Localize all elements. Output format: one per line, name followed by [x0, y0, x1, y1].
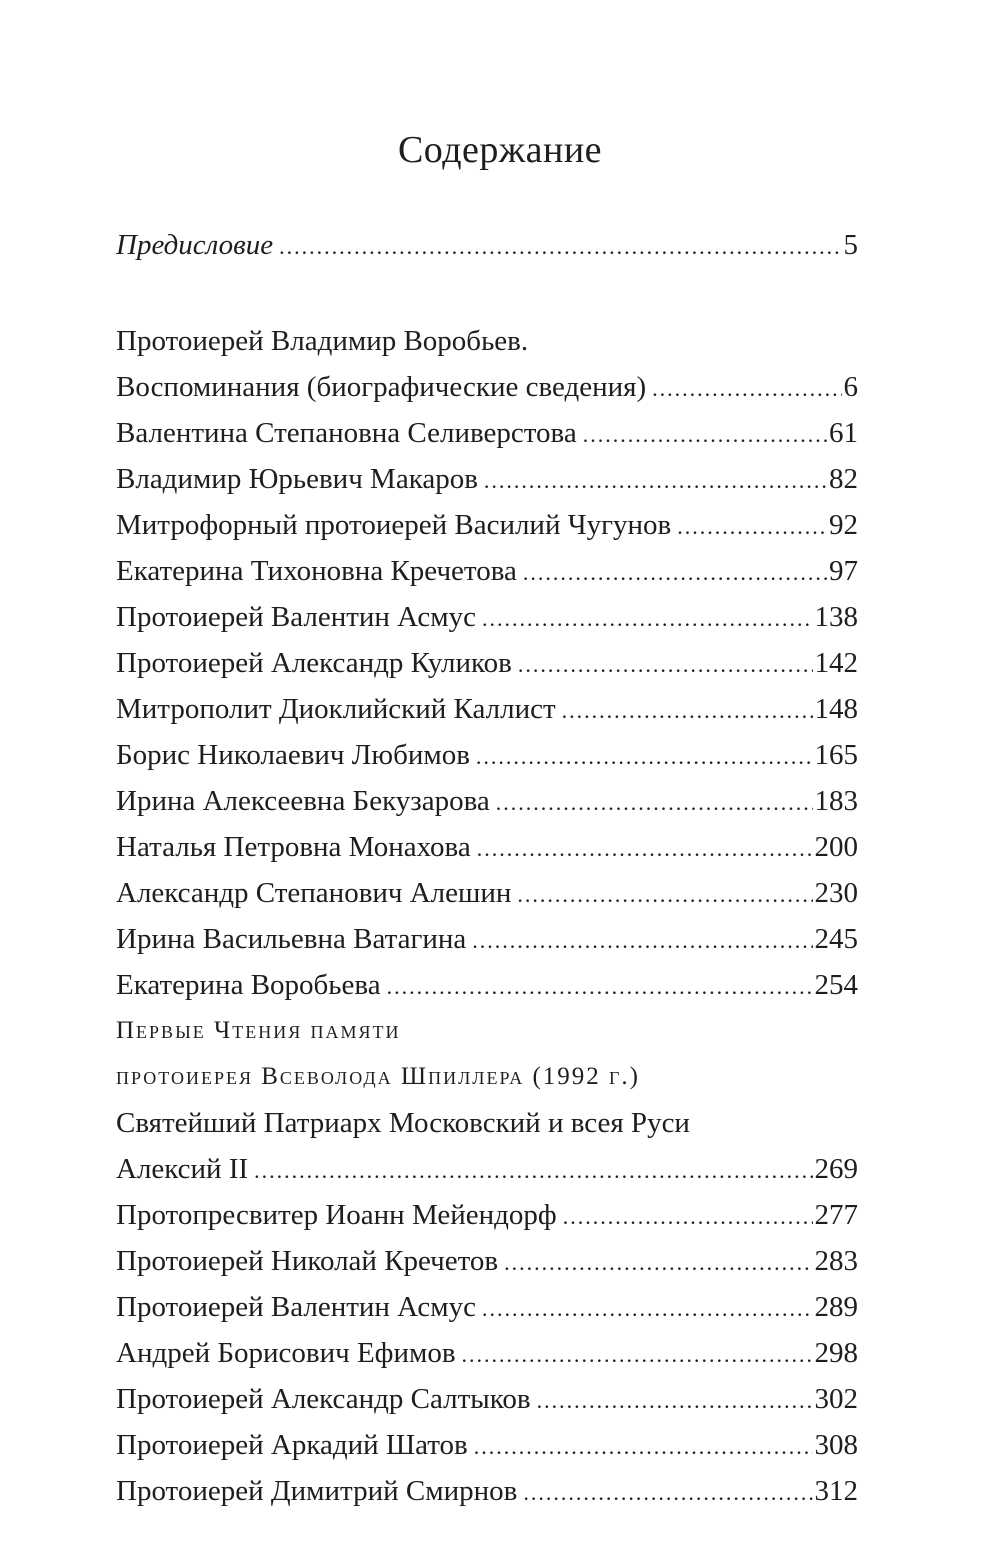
toc-entry	[116, 916, 858, 962]
dot-leader	[254, 1148, 812, 1194]
toc-entry-label: Протоиерей Димитрий Смирнов	[116, 1475, 518, 1507]
toc-entry-page: 97	[829, 555, 858, 587]
toc-list-part1	[116, 410, 858, 1008]
toc-entry-first-line: Святейший Патриарх Московский и всея Руси	[116, 1107, 690, 1139]
toc-entry	[116, 686, 858, 732]
toc-entry	[116, 594, 858, 640]
toc-entry	[116, 870, 858, 916]
toc-entry	[116, 548, 858, 594]
toc-entry-page: 302	[814, 1383, 858, 1415]
toc-entry	[116, 1468, 858, 1514]
toc-entry-page: 269	[814, 1153, 858, 1185]
toc-entry	[116, 1330, 858, 1376]
dot-leader	[562, 688, 813, 734]
toc-entry-page: 289	[814, 1291, 858, 1323]
dot-leader	[537, 1378, 813, 1424]
toc-entry-label: Андрей Борисович Ефимов	[116, 1337, 456, 1369]
toc-entry-label: Алексий II	[116, 1153, 249, 1185]
spacer	[116, 268, 858, 318]
toc-entry	[116, 1422, 858, 1468]
toc-entry-page: 138	[814, 601, 858, 633]
toc-entry-page: 142	[814, 647, 858, 679]
toc-entry-page: 245	[814, 923, 858, 955]
toc-entry-page: 200	[814, 831, 858, 863]
toc-entry	[116, 1146, 858, 1192]
toc-entry-page: 183	[814, 785, 858, 817]
dot-leader	[583, 412, 827, 458]
toc-entry-label: Наталья Петровна Монахова	[116, 831, 471, 863]
toc-entry-label: Протоиерей Александр Салтыков	[116, 1383, 531, 1415]
toc-entry-label: Ирина Васильевна Ватагина	[116, 923, 467, 955]
dot-leader	[504, 1240, 812, 1286]
toc-entry-label: Протоиерей Аркадий Шатов	[116, 1429, 468, 1461]
dot-leader	[677, 504, 827, 550]
toc-entry-label: Митрополит Диоклийский Каллист	[116, 693, 556, 725]
toc-entry-label: Екатерина Воробьева	[116, 969, 381, 1001]
toc-entry	[116, 778, 858, 824]
toc-entry	[116, 1238, 858, 1284]
toc-entry-page: 308	[814, 1429, 858, 1461]
table-of-contents	[116, 222, 858, 1514]
section-heading-line2: протоиерея Всеволода Шпиллера (1992 г.)	[116, 1063, 641, 1090]
toc-entry-page: 82	[829, 463, 858, 495]
toc-entry-label: Митрофорный протоиерей Василий Чугунов	[116, 509, 672, 541]
dot-leader	[477, 826, 813, 872]
toc-entry	[116, 1376, 858, 1422]
toc-entry	[116, 962, 858, 1008]
dot-leader	[472, 918, 812, 964]
toc-entry	[116, 1192, 858, 1238]
toc-entry-page: 92	[829, 509, 858, 541]
toc-entry-page: 277	[814, 1199, 858, 1231]
section-heading-line1: Первые Чтения памяти	[116, 1017, 401, 1044]
dot-leader	[279, 224, 841, 270]
toc-entry-label: Валентина Степановна Селиверстова	[116, 417, 577, 449]
toc-entry-page: 148	[814, 693, 858, 725]
toc-entry-label: Екатерина Тихоновна Кречетова	[116, 555, 517, 587]
toc-entry	[116, 824, 858, 870]
dot-leader	[482, 596, 813, 642]
toc-entry	[116, 456, 858, 502]
toc-entry-label: Протопресвитер Иоанн Мейендорф	[116, 1199, 557, 1231]
dot-leader	[387, 964, 813, 1010]
toc-entry-page: 6	[843, 371, 858, 403]
dot-leader	[523, 550, 827, 596]
toc-entry	[116, 364, 858, 410]
toc-entry	[116, 640, 858, 686]
toc-entry-page: 61	[829, 417, 858, 449]
toc-entry-page: 283	[814, 1245, 858, 1277]
toc-entry-preface	[116, 222, 858, 268]
toc-entry-label: Протоиерей Александр Куликов	[116, 647, 512, 679]
toc-entry-label: Александр Степанович Алешин	[116, 877, 512, 909]
toc-list-part2	[116, 1192, 858, 1514]
dot-leader	[476, 734, 813, 780]
dot-leader	[496, 780, 813, 826]
page-title: Содержание	[397, 129, 603, 171]
dot-leader	[482, 1286, 813, 1332]
toc-entry-label: Протоиерей Николай Кречетов	[116, 1245, 499, 1277]
toc-entry-page: 312	[814, 1475, 858, 1507]
toc-entry-page: 5	[843, 229, 858, 261]
toc-entry-label: Владимир Юрьевич Макаров	[116, 463, 478, 495]
toc-entry-label: Протоиерей Валентин Асмус	[116, 601, 476, 633]
dot-leader	[652, 366, 841, 412]
toc-entry-label: Предисловие	[116, 229, 274, 261]
toc-entry	[116, 502, 858, 548]
toc-entry-label: Ирина Алексеевна Бекузарова	[116, 785, 490, 817]
toc-entry-label: Борис Николаевич Любимов	[116, 739, 470, 771]
dot-leader	[474, 1424, 813, 1470]
dot-leader	[462, 1332, 813, 1378]
dot-leader	[523, 1470, 812, 1516]
toc-entry-label: Воспоминания (биографические сведения)	[116, 371, 647, 403]
toc-entry-first-line: Протоиерей Владимир Воробьев.	[116, 325, 529, 357]
toc-entry	[116, 1284, 858, 1330]
toc-entry-page: 165	[814, 739, 858, 771]
dot-leader	[518, 642, 813, 688]
toc-entry	[116, 410, 858, 456]
toc-entry	[116, 732, 858, 778]
dot-leader	[517, 872, 812, 918]
dot-leader	[484, 458, 827, 504]
dot-leader	[563, 1194, 813, 1240]
toc-entry-page: 298	[814, 1337, 858, 1369]
toc-entry-page: 254	[814, 969, 858, 1001]
toc-entry-label: Протоиерей Валентин Асмус	[116, 1291, 476, 1323]
toc-entry-page: 230	[814, 877, 858, 909]
